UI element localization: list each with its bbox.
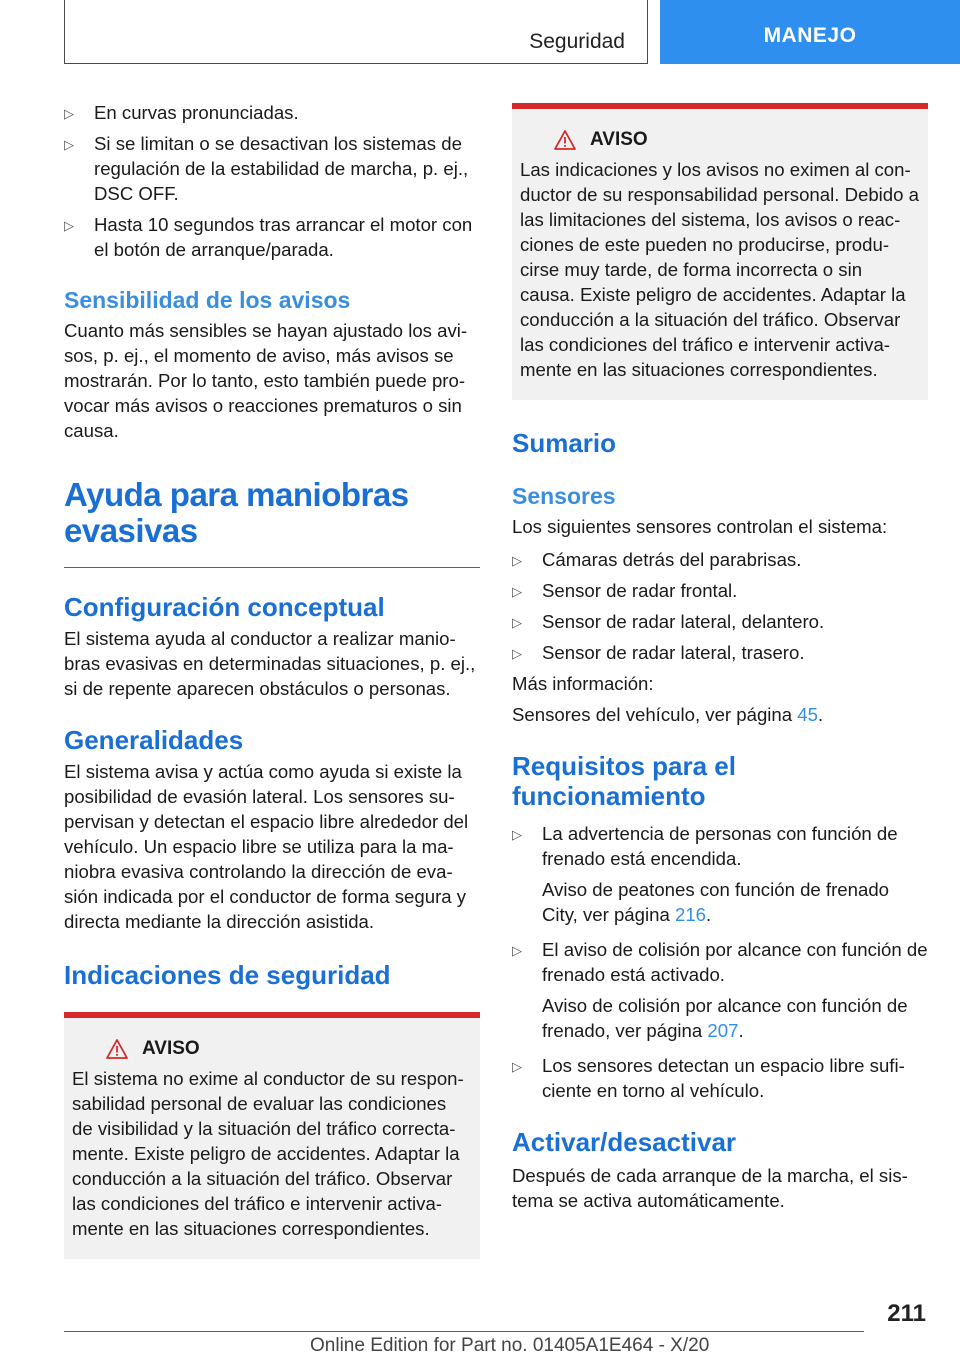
sensors-reference: Sensores del vehículo, ver página 45. bbox=[512, 704, 824, 725]
title-rule bbox=[64, 567, 480, 568]
triangle-bullet-icon: ▷ bbox=[512, 615, 522, 630]
section-tab bbox=[64, 0, 648, 64]
page-header bbox=[0, 0, 960, 66]
warning-box bbox=[64, 1012, 480, 1259]
sensitivity-text: Cuanto más sensibles se hayan ajustado los avi‐ sos, p. ej., el momento de aviso, más avisos se mostrarán. Por lo tanto, esto también puede pro‐ vocar más avisos o reacciones prematuros o sin causa. bbox=[64, 320, 468, 441]
list-item: ▷ Hasta 10 segundos tras arrancar el motor con el botón de arranque/parada. bbox=[64, 214, 473, 260]
list-item: ▷ Sensor de radar frontal. bbox=[512, 578, 928, 603]
warning-box bbox=[512, 103, 928, 400]
warning-text: El sistema no exime al conductor de su respon‐ sabilidad personal de evaluar las condiciones de visibilidad y la situación del tráfico correcta‐ mente. Existe peligro de accidentes. Adaptar la conducción a la situación del tráfico. Observar las condiciones del tráfico e intervenir activa‐ mente en las situaciones correspondientes. bbox=[72, 1068, 464, 1239]
activate-heading: Activar/desactivar bbox=[512, 1127, 737, 1157]
left-column bbox=[64, 100, 480, 1259]
summary-heading: Sumario bbox=[512, 428, 617, 458]
triangle-bullet-icon: ▷ bbox=[64, 137, 74, 152]
general-heading: Generalidades bbox=[64, 725, 244, 755]
concept-heading: Configuración conceptual bbox=[64, 592, 385, 622]
safety-heading: Indicaciones de seguridad bbox=[64, 960, 391, 990]
main-title: Ayuda para maniobras evasivas bbox=[64, 476, 409, 549]
warning-title: AVISO bbox=[590, 129, 648, 150]
list-item: ▷ El aviso de colisión por alcance con función de frenado está activado. Aviso de colisión por alcance con función de frenado, ver página 207. bbox=[512, 939, 928, 1041]
warning-title: AVISO bbox=[142, 1038, 200, 1059]
activate-text: Después de cada arranque de la marcha, el sis‐ tema se activa automáticamente. bbox=[512, 1165, 908, 1211]
list-item: ▷ Sensor de radar lateral, trasero. bbox=[512, 640, 928, 665]
footer-rule bbox=[64, 1331, 864, 1332]
sensitivity-heading: Sensibilidad de los avisos bbox=[64, 287, 351, 313]
page-number: 211 bbox=[887, 1300, 926, 1327]
list-item: ▷ Sensor de radar lateral, delantero. bbox=[512, 609, 928, 634]
sensors-intro: Los siguientes sensores controlan el sistema: bbox=[512, 516, 888, 537]
reference-line: Aviso de colisión por alcance con función de frenado, ver página 207. bbox=[542, 995, 908, 1041]
general-text: El sistema avisa y actúa como ayuda si existe la posibilidad de evasión lateral. Los sensores su‐ pervisan y detectan el espacio libre alrededor del vehículo. Un espacio libre se utiliza para la ma‐ niobra evasiva controlando la dirección de eva‐ sión indicada por el conductor de forma segura y directa mediante la dirección asistida. bbox=[64, 761, 469, 932]
warning-text: Las indicaciones y los avisos no eximen al con‐ ductor de su responsabilidad personal. Debido a las limitaciones del sistema, los avisos o reac‐ ciones de este pueden no producirse, produ‐ cirse muy tarde, de forma incorrecta o sin causa. Existe peligro de accidentes. Adaptar la conducción a la situación del tráfico. Observar las condiciones del tráfico e intervenir activa‐ mente en las situaciones correspondientes. bbox=[520, 159, 919, 380]
concept-text: El sistema ayuda al conductor a realizar manio‐ bras evasivas en determinadas situaciones, p. ej., si de repente aparecen obstáculos o personas. bbox=[64, 628, 476, 699]
page-link[interactable]: 45 bbox=[797, 704, 818, 725]
list-item: ▷ Si se limitan o se desactivan los sistemas de regulación de la estabilidad de marcha, p. ej., DSC OFF. bbox=[64, 133, 469, 204]
chapter-title: MANEJO bbox=[763, 24, 857, 47]
reference-line: Aviso de peatones con función de frenado City, ver página 216. bbox=[542, 879, 889, 925]
sensors-heading: Sensores bbox=[512, 483, 616, 509]
triangle-bullet-icon: ▷ bbox=[512, 553, 522, 568]
chapter-tab[interactable] bbox=[660, 0, 960, 64]
triangle-bullet-icon: ▷ bbox=[512, 646, 522, 661]
triangle-bullet-icon: ▷ bbox=[512, 584, 522, 599]
warning-triangle-icon bbox=[554, 130, 576, 150]
list-item: ▷ La advertencia de personas con función de frenado está encendida. Aviso de peatones con función de frenado City, ver página 216. bbox=[512, 821, 928, 927]
triangle-bullet-icon: ▷ bbox=[512, 1059, 522, 1074]
warning-triangle-icon bbox=[106, 1039, 128, 1059]
list-item: ▷ Cámaras detrás del parabrisas. bbox=[512, 547, 928, 572]
section-title: Seguridad bbox=[529, 30, 625, 53]
requirements-heading: Requisitos para el funcionamiento bbox=[512, 751, 736, 811]
list-item: ▷ En curvas pronunciadas. bbox=[64, 100, 480, 125]
right-column bbox=[512, 103, 928, 1213]
page-link[interactable]: 216 bbox=[674, 904, 707, 925]
edition-footer: Online Edition for Part no. 01405A1E464 - X/20 bbox=[310, 1335, 710, 1356]
triangle-bullet-icon: ▷ bbox=[64, 218, 74, 233]
triangle-bullet-icon: ▷ bbox=[64, 106, 74, 121]
more-info-label: Más información: bbox=[512, 673, 654, 694]
list-item: ▷ Los sensores detectan un espacio libre sufi‐ ciente en torno al vehículo. bbox=[512, 1055, 905, 1101]
page-link[interactable]: 207 bbox=[707, 1020, 739, 1041]
triangle-bullet-icon: ▷ bbox=[512, 943, 522, 958]
triangle-bullet-icon: ▷ bbox=[512, 827, 522, 842]
